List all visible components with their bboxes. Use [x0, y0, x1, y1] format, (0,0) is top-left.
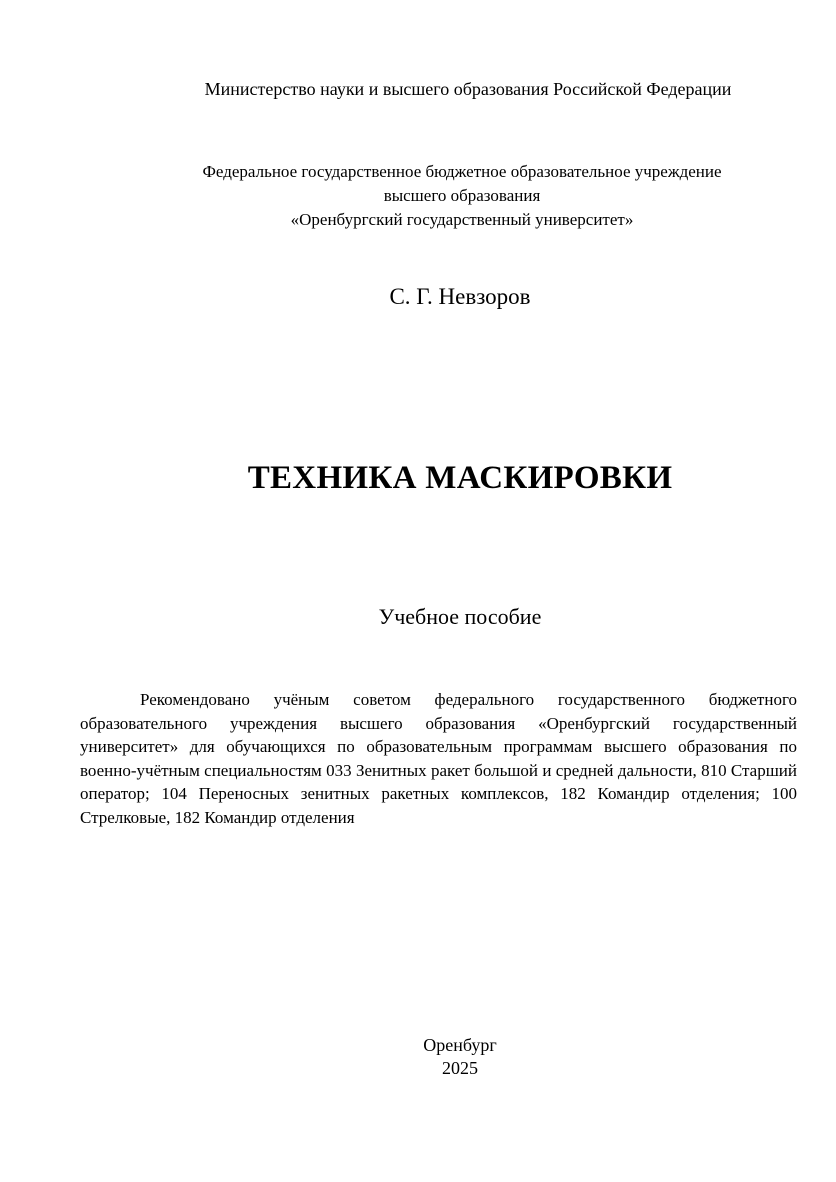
- institution-block: [40, 160, 836, 232]
- document-subtitle: Учебное пособие: [378, 604, 542, 629]
- ministry-name: Министерство науки и высшего образования Российской Федерации: [204, 79, 732, 99]
- publication-city: Оренбург: [423, 1035, 497, 1055]
- recommendation-paragraph: Рекомендовано учёным советом федерального государственного бюджетного образовательного учреждения высшего образования «Оренбургский государственный университет» для обучающихся по образовательным программам высшего образования по военно-учётным специальностям 033 Зенитных ракет большой и средней дальности, 810 Старший оператор; 104 Переносных зенитных ракетных комплексов, 182 Командир отделения; 100 Стрелковые, 182 Командир отделения: [80, 690, 797, 827]
- institution-line-1: Федеральное государственное бюджетное образовательное учреждение: [202, 162, 722, 181]
- author-name: С. Г. Невзоров: [389, 284, 531, 309]
- institution-line-3: «Оренбургский государственный университет»: [290, 210, 634, 229]
- publication-year: 2025: [442, 1058, 478, 1078]
- document-title: ТЕХНИКА МАСКИРОВКИ: [247, 460, 673, 496]
- institution-line-2: высшего образования: [383, 186, 541, 205]
